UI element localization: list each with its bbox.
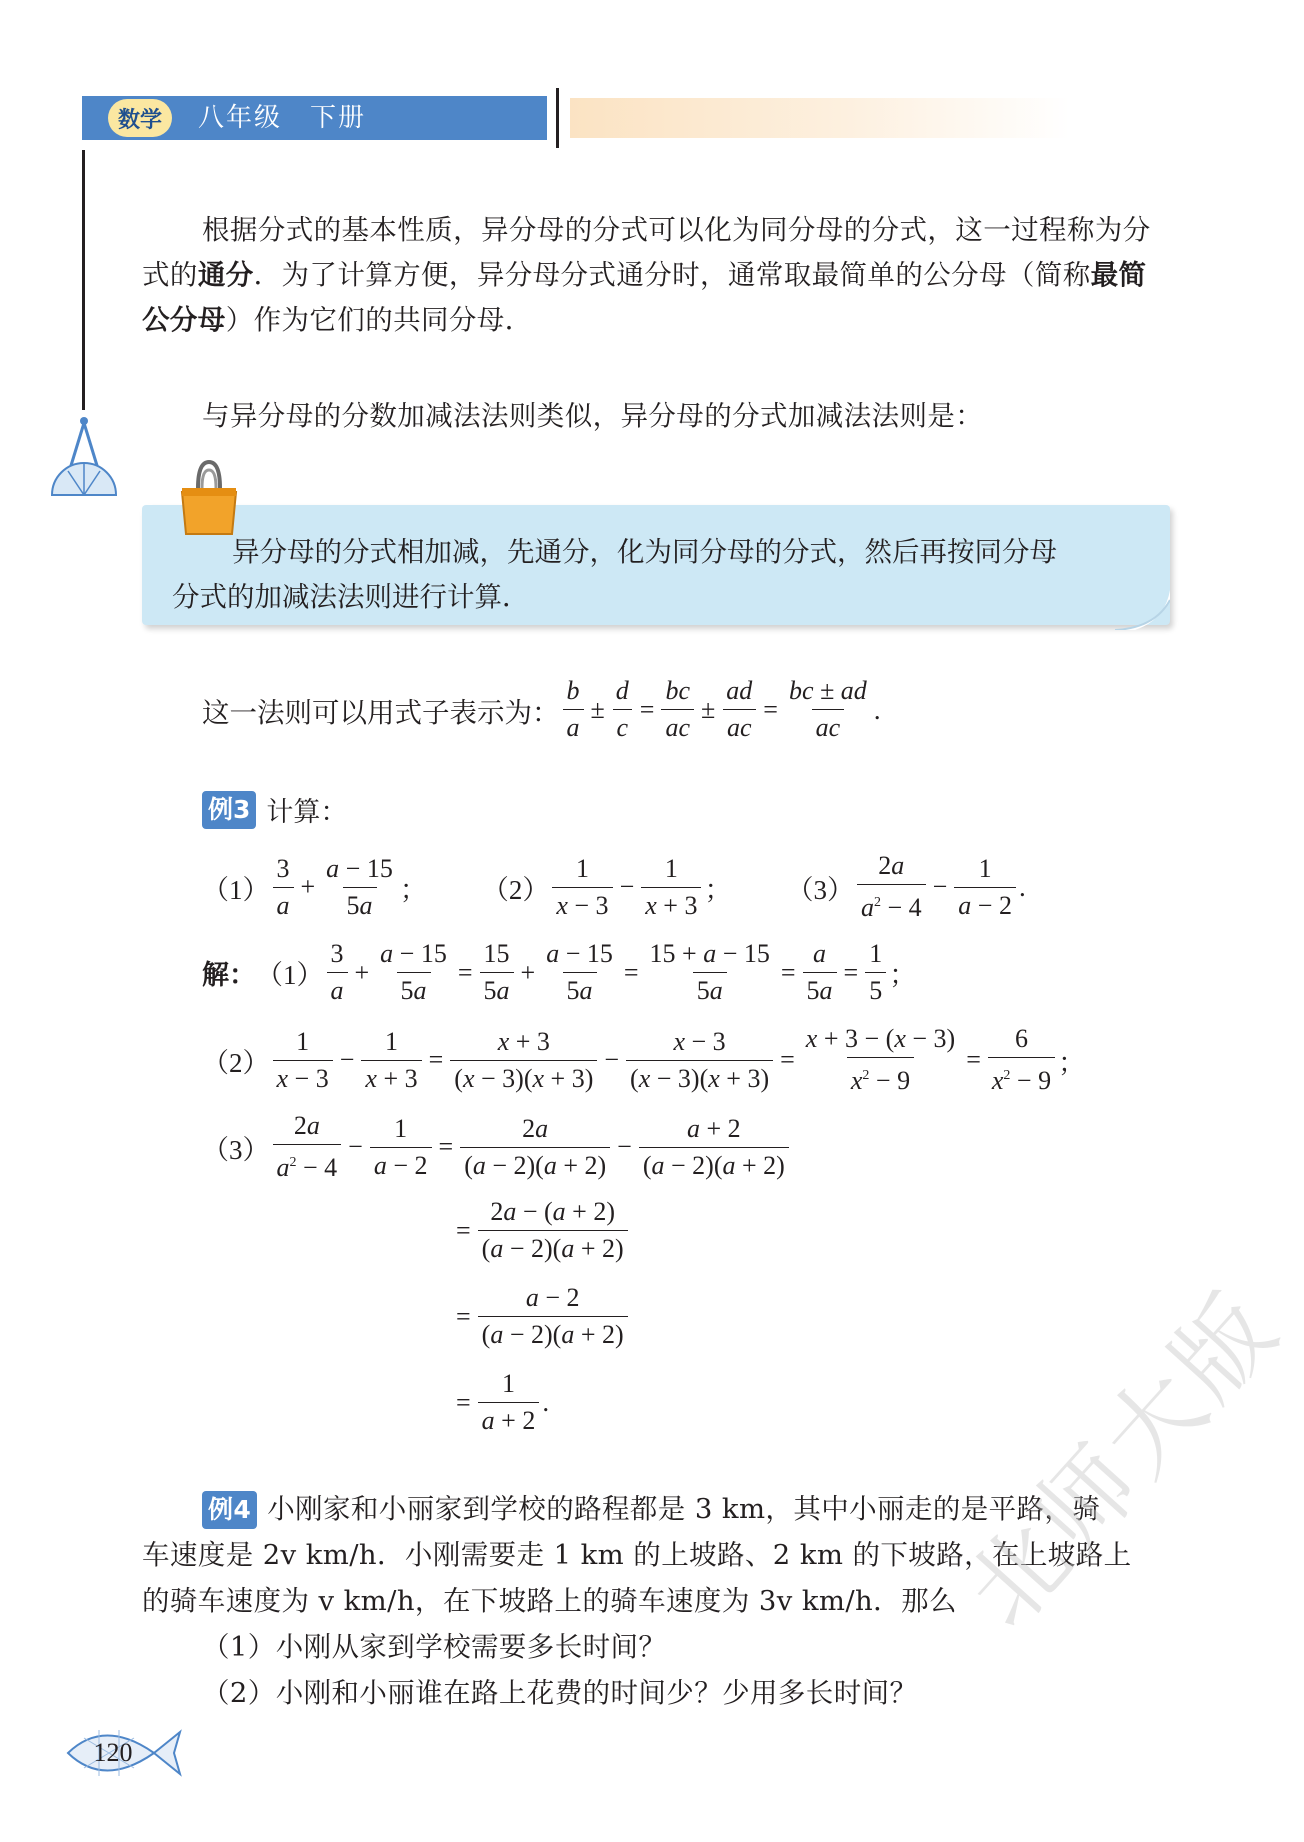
equals: =	[639, 694, 655, 724]
plus-minus: ±	[701, 694, 716, 724]
fraction: $\frac{x + 3 - (x - 3)}{x^2 - 9}$	[805, 1024, 956, 1095]
fraction: $\frac{1}{a + 2}$	[478, 1368, 540, 1437]
fraction: $\frac{1}{x - 3}$	[552, 853, 612, 922]
formula-period: .	[873, 693, 881, 725]
volume-label: 下册	[310, 103, 367, 133]
problem-3-label: （3）	[786, 874, 854, 905]
solution-3-line-2: = $\frac{2a - (a + 2)}{(a - 2)(a + 2)}$	[452, 1196, 631, 1265]
intro-line-1: 根据分式的基本性质，异分母的分式可以化为同分母的分式，这一过程称	[202, 214, 1095, 246]
fraction-d-over-c: $\frac{d}{c}$	[612, 675, 633, 744]
fraction: $\frac{2a}{(a - 2)(a + 2)}$	[460, 1113, 610, 1182]
fraction: $\frac{2a}{a^2 - 4}$	[273, 1110, 342, 1184]
rule-callout-text	[172, 530, 1152, 620]
fraction: $\frac{x + 3}{(x - 3)(x + 3)}$	[450, 1026, 597, 1095]
example-4-question-1: （1）小刚从家到学校需要多长时间？	[202, 1631, 667, 1663]
example-3-title: 计算：	[266, 797, 348, 828]
formula-lead: 这一法则可以用式子表示为：	[202, 696, 560, 729]
margin-line	[82, 150, 85, 410]
fraction: $\frac{a - 15}{5a}$	[326, 853, 393, 920]
header-decoration	[570, 98, 1070, 138]
semicolon: ；	[399, 874, 427, 905]
rule-formula	[202, 675, 881, 744]
term-lcd: 最简公分母	[142, 259, 1147, 336]
fraction: $\frac{a - 15}{5a}$	[380, 939, 447, 1005]
fraction: $\frac{1}{a - 2}$	[954, 853, 1016, 922]
minus: −	[932, 872, 948, 901]
example-4-question-2: （2）小刚和小丽谁在路上花费的时间少？少用多长时间？	[202, 1677, 918, 1709]
solution-3-label: （3）	[202, 1134, 270, 1165]
fraction: $\frac{1}{x + 3}$	[361, 1026, 421, 1095]
plus: +	[300, 872, 316, 901]
grade-label: 八年级	[198, 103, 283, 133]
fraction: $\frac{a - 2}{(a - 2)(a + 2)}$	[478, 1282, 628, 1351]
callout-line-2: 分式的加减法法则进行计算．	[172, 581, 530, 613]
solution-2-label: （2）	[202, 1047, 270, 1078]
intro-line-3-post: ）作为它们的共同分母．	[225, 304, 533, 336]
fraction: $\frac{3}{a}$	[327, 938, 348, 1007]
solution-1: 解： （1） $\frac{3}{a}$ + $\frac{a - 15}{5a}$ = $\frac{15}{5a}$ + $\frac{a - 15}{5a}$ = $\frac{15 + a - 15}{5a}$ = $\frac{a}{5a}$ = $\frac{1}{5}$ ；	[202, 939, 917, 1005]
intro-paragraph	[142, 208, 1172, 343]
example-3-header	[202, 790, 347, 829]
intro-line-2-pre: 为分式的	[142, 214, 1151, 291]
fraction: $\frac{2a - (a + 2)}{(a - 2)(a + 2)}$	[478, 1196, 628, 1265]
page-number: 120	[93, 1738, 133, 1767]
equals: =	[763, 694, 778, 724]
publisher-watermark: 北师大版	[944, 1270, 1302, 1649]
fraction: $\frac{a + 2}{(a - 2)(a + 2)}$	[639, 1113, 789, 1182]
semicolon: ；	[704, 874, 732, 905]
solution-2: （2） $\frac{1}{x - 3}$ − $\frac{1}{x + 3}$ = $\frac{x + 3}{(x - 3)(x + 3)}$ − $\frac{x - 3}{(x - 3)(x + 3)}$ = $\frac{x + 3 - (x - 3)}{x^2 - 9}$ = $\frac{6}{x^2 - 9}$ ；	[202, 1024, 1086, 1095]
example-3-tag: 例3	[202, 791, 256, 829]
fraction-ad-over-ac: $\frac{ad}{ac}$	[722, 675, 756, 744]
fraction: $\frac{1}{x + 3}$	[641, 853, 701, 922]
fraction: $\frac{1}{5}$	[865, 938, 886, 1007]
callout-line-1: 异分母的分式相加减，先通分，化为同分母的分式，然后再按同分母	[232, 536, 1057, 568]
subject-badge: 数学	[108, 99, 172, 137]
solution-label: 解：	[202, 960, 256, 991]
fraction: $\frac{2a}{a^2 - 4}$	[857, 850, 926, 924]
fraction-bc-over-ac: $\frac{bc}{ac}$	[661, 675, 694, 744]
intro-line-2-post: ．为了计算方便，异分母分式通分时，通常取最简单的公分	[253, 259, 980, 291]
example-4-line-1: 小刚家和小丽家到学校的路程都是 3 km，其中小丽走的是平路，骑	[267, 1493, 1101, 1525]
plus-minus: ±	[590, 694, 605, 724]
example-3-problems	[202, 850, 1026, 924]
binder-clip-icon	[178, 458, 240, 536]
fraction: $\frac{3}{a}$	[273, 853, 294, 922]
solution-3-line-4: = $\frac{1}{a + 2}$ .	[456, 1369, 550, 1435]
example-4-line-3: 的骑车速度为 v km/h，在下坡路上的骑车速度为 3v km/h．那么	[142, 1585, 957, 1617]
compass-icon	[48, 415, 120, 505]
problem-1-label: （1）	[202, 874, 270, 905]
fraction-combined: $\frac{bc \pm ad}{ac}$	[788, 676, 867, 742]
fraction: $\frac{a}{5a}$	[803, 938, 837, 1007]
minus: −	[619, 872, 635, 901]
period: .	[1018, 871, 1026, 902]
fraction: $\frac{15}{5a}$	[480, 938, 514, 1007]
fraction-b-over-a: $\frac{b}{a}$	[563, 675, 584, 744]
fraction: $\frac{x - 3}{(x - 3)(x + 3)}$	[626, 1026, 773, 1095]
book-title	[198, 99, 366, 137]
rule-lead: 与异分母的分数加减法法则类似，异分母的分式加减法法则是：	[202, 400, 984, 432]
example-4-line-2: 车速度是 2v km/h．小刚需要走 1 km 的上坡路、2 km 的下坡路，在上坡路上	[142, 1539, 1132, 1571]
example-4-tag: 例4	[202, 1491, 257, 1529]
fraction: $\frac{15 + a - 15}{5a}$	[649, 939, 770, 1005]
solution-1-label: （1）	[256, 960, 324, 990]
fraction: $\frac{6}{x^2 - 9}$	[988, 1023, 1055, 1097]
fraction: $\frac{1}{x - 3}$	[273, 1026, 333, 1095]
fraction: $\frac{1}{a - 2}$	[370, 1113, 432, 1182]
fraction: $\frac{a - 15}{5a}$	[546, 939, 613, 1005]
term-tongfen: 通分	[197, 259, 254, 291]
header-divider	[556, 88, 559, 148]
solution-3-line-3: = $\frac{a - 2}{(a - 2)(a + 2)}$	[452, 1282, 631, 1351]
problem-2-label: （2）	[481, 874, 550, 905]
solution-3-line-1: （3） $\frac{2a}{a^2 - 4}$ − $\frac{1}{a - 2}$ = $\frac{2a}{(a - 2)(a + 2)}$ − $\frac{a + 2}{(a - 2)(a + 2)}$	[202, 1110, 792, 1184]
intro-line-3-pre: 母（简称	[979, 259, 1091, 291]
